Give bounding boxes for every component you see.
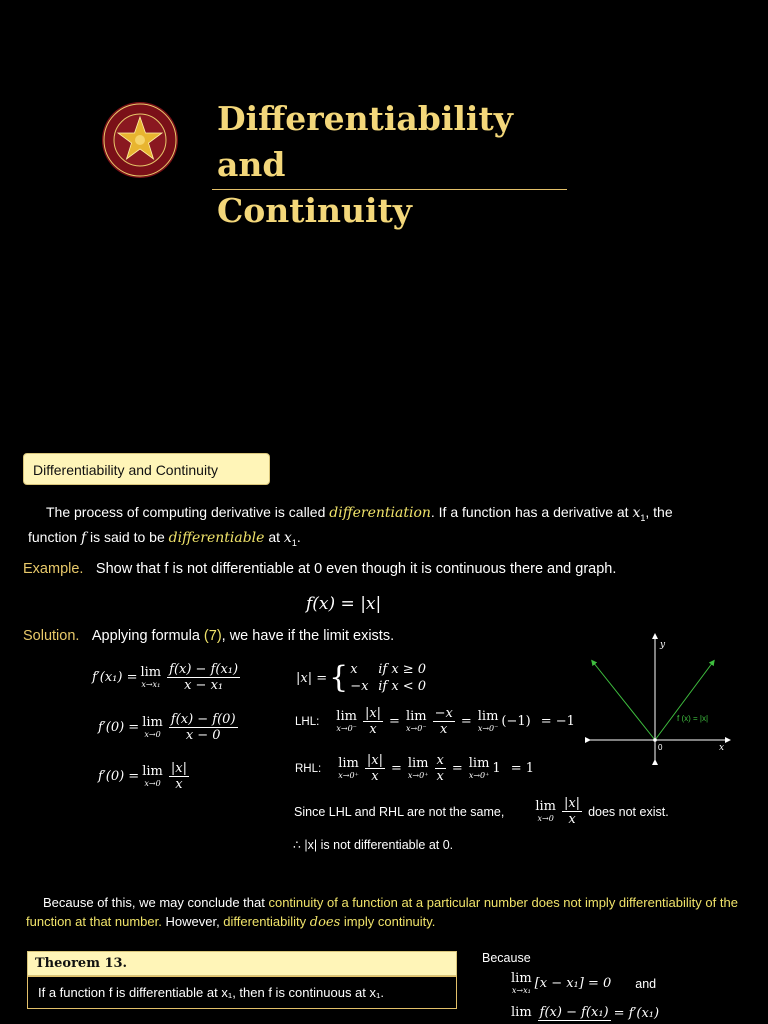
lim-sub: x→0⁺ (468, 771, 490, 780)
frac-den: x (568, 812, 576, 827)
frac-den: x (440, 722, 448, 737)
frac-num: x (436, 753, 444, 768)
term-differentiable: differentiable (168, 529, 265, 546)
example-line (23, 560, 616, 578)
case-condition: if x ≥ 0 (378, 662, 427, 677)
math-f: f (80, 529, 87, 546)
intro-text: function (28, 528, 81, 545)
term-differentiation: differentiation (329, 505, 431, 521)
limit-expr: (−1) (501, 714, 531, 729)
case-value: −x (350, 679, 369, 694)
derivative-abs-eq (98, 761, 192, 792)
frac-num: f(x) − f(x₁) (539, 1005, 609, 1020)
because-limit-eq (508, 972, 656, 995)
graph-right-branch (655, 662, 713, 740)
math-sub: 1 (291, 537, 297, 548)
lim-word: lim (338, 756, 359, 771)
theorem-title: Theorem 13. (27, 951, 457, 976)
frac-den: x − 0 (185, 728, 221, 743)
because-label: Because (482, 951, 531, 965)
derivative-at-zero-eq (98, 712, 241, 743)
y-axis-label: y (660, 640, 666, 650)
abs-lhs: |x| = (296, 670, 328, 686)
case-value: x (350, 662, 358, 677)
math-sub: 1 (640, 512, 646, 523)
frac-den: x (436, 769, 444, 784)
frac-num: |x| (170, 761, 187, 776)
lim-word: lim (535, 799, 556, 814)
frac-num: |x| (364, 706, 382, 721)
example-text: Show that f is not differentiable at 0 even though it is continuous there and graph. (95, 561, 617, 577)
highlight-implies: imply continuity. (340, 914, 436, 929)
because-paragraph (26, 893, 750, 932)
frac-den: x (175, 777, 183, 792)
lim-word: lim (511, 1005, 532, 1020)
lim-sub: x→0 (144, 730, 161, 739)
lim-sub: x→0⁻ (477, 724, 499, 733)
solution-text: , we have if the limit exists. (221, 628, 395, 644)
eq-lhs: f′(0) = (98, 769, 140, 784)
lim-word: lim (336, 709, 357, 724)
lim-word: lim (140, 665, 162, 680)
title-line-1: Differentiability and (217, 99, 513, 184)
lim-sub: x→0⁺ (407, 771, 429, 780)
function-label: f (x) = |x| (677, 714, 709, 723)
frac-num: −x (434, 706, 453, 721)
case-condition: if x < 0 (378, 679, 427, 694)
lim-sub: x→0⁻ (336, 724, 357, 733)
therefore-line: ∴ |x| is not differentiable at 0. (293, 838, 454, 852)
x-axis-label: x (719, 743, 725, 753)
intro-paragraph (28, 503, 750, 553)
frac-num: f(x) − f(x₁) (169, 662, 239, 677)
lim-word: lim (142, 764, 163, 779)
frac-num: |x| (563, 796, 581, 811)
intro-text: The process of computing derivative is called (46, 504, 330, 520)
formula-reference: (7) (203, 628, 222, 644)
derivative-rhs: = f′(x₁) (613, 1005, 660, 1021)
lim-sub: x→0⁻ (406, 724, 427, 733)
frac-den: x − x₁ (184, 678, 224, 693)
section-tab: Differentiability and Continuity (23, 453, 270, 485)
lim-sub: x→0 (144, 779, 161, 788)
limit-result: = −1 (540, 714, 575, 729)
math-x: x (632, 505, 641, 521)
limit-expr: 1 (492, 761, 501, 776)
theorem-body: If a function f is differentiable at x₁, then f is continuous at x₁. (27, 976, 457, 1009)
lim-sub: x→x₁ (141, 680, 161, 689)
frac-den: x (371, 769, 379, 784)
solution-line (23, 627, 394, 645)
paragraph-text: Because of this, we may conclude that (43, 895, 269, 910)
lim-word: lim (142, 715, 163, 730)
origin-point (653, 738, 657, 742)
origin-label: 0 (658, 743, 663, 752)
page-title (217, 96, 577, 234)
lim-word: lim (405, 709, 427, 724)
title-underline (212, 189, 567, 190)
frac-num: f(x) − f(0) (170, 712, 236, 727)
lim-word: lim (511, 971, 532, 986)
eq-lhs: f′(0) = (98, 720, 140, 735)
highlight-does: does (309, 915, 341, 930)
derivative-definition-eq (92, 662, 243, 693)
eq-lhs: f′(x₁) = (92, 670, 138, 685)
highlight-differentiability: differentiability (223, 914, 310, 929)
lim-word: lim (468, 756, 490, 771)
lim-word: lim (407, 756, 429, 771)
paragraph-text: However, (161, 914, 224, 929)
conclusion-text: Since LHL and RHL are not the same, (294, 804, 505, 819)
solution-text: Applying formula (91, 628, 204, 644)
rhl-label: RHL: (295, 762, 322, 775)
university-seal-logo (101, 101, 179, 179)
math-x: x (283, 529, 292, 546)
lim-sub: x→0 (537, 814, 554, 823)
frac-den: x (369, 722, 377, 737)
because-derivative-eq (508, 1005, 659, 1021)
example-formula: f(x) = |x| (306, 594, 382, 614)
limit-expr: [x − x₁] = 0 (534, 976, 612, 991)
lim-word: lim (477, 709, 499, 724)
intro-text: at (264, 528, 284, 545)
title-line-2: Continuity (217, 191, 412, 230)
abs-value-definition (296, 661, 426, 695)
left-hand-limit-eq: LHL: lim x→0⁻ $\frac{|x|}{x}$ = lim x→0⁻ $\frac{-x}{x}$ = lim x→0⁻ (−1) = −1 (295, 706, 575, 737)
limit-result: = 1 (510, 761, 534, 776)
lhl-label: LHL: (295, 715, 320, 728)
frac-num: |x| (366, 753, 383, 768)
right-hand-limit-eq: RHL: lim x→0⁺ $\frac{|x|}{x}$ = lim x→0⁺ $\frac{x}{x}$ = lim x→0⁺ 1 = 1 (295, 753, 534, 784)
abs-value-graph (582, 632, 734, 768)
graph-left-branch (593, 662, 655, 740)
solution-label: Solution. (23, 628, 80, 644)
and-text: and (635, 976, 657, 991)
highlight-continuity: continuity of a function at a particular number does not imply differentiability of the function at that number. (26, 895, 738, 929)
lim-sub: x→0⁺ (338, 771, 359, 780)
lim-sub: x→x₁ (511, 986, 531, 995)
conclusion-line (294, 796, 669, 827)
intro-text: . (296, 528, 301, 545)
example-label: Example. (23, 561, 84, 577)
intro-text: is said to be (86, 528, 169, 545)
intro-text: . If a function has a derivative at (430, 504, 633, 520)
intro-text: , the (645, 504, 673, 520)
does-not-exist-text: does not exist. (588, 804, 669, 819)
left-brace: { (329, 660, 349, 695)
